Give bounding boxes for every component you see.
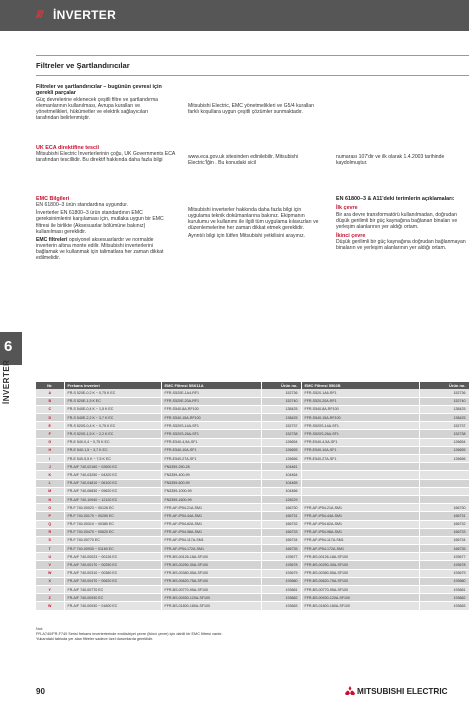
- table-row: [36, 545, 469, 553]
- row-inverter: FR-F 740-00930 ~ 01160 EC: [64, 545, 161, 553]
- table-row: [36, 561, 469, 569]
- table-row: [36, 446, 469, 454]
- row-filter-a: FFR-E540-10A-SF1: [161, 446, 261, 454]
- row-nr: Z: [36, 594, 64, 602]
- row-filter-b: FFR-S520-1A6-RF1: [301, 389, 419, 397]
- row-filter-b: [301, 479, 419, 487]
- row-filter-a: FFR-AF-IP54-62A-SM1: [161, 520, 261, 528]
- row-product-b: 152737: [419, 422, 469, 430]
- en61800-terms: [336, 196, 469, 253]
- emc-middle-text-2: Aynntılı bilgi için lütfen Mitsubishi yetkilisini arayınız.: [188, 233, 306, 240]
- row-nr: N: [36, 495, 64, 503]
- row-inverter: FR-A/F 740-03250 ~ 04320 EC: [64, 471, 161, 479]
- row-product-b: 166734: [419, 536, 469, 544]
- emc-middle-text: Mitsubishi inverterler hakkında daha fazla bilgi için uygulama teknik dokümanlarına bakınız. Ekipmanın kurulumu ve kullanımı ile ilgili tüm uygulama kılavuzları ve düzenlemelerine her zaman dikkat etmek gereklidir.: [188, 207, 319, 232]
- chapter-number: 6: [4, 338, 13, 355]
- first-environment-text: Bir ara devre transformatörü kullanılmadan, doğrudan düşük gerilimli bir güç kaynağına bağlanan binaları ve yerleşim alanlarının yer aldığı ortam.: [336, 211, 458, 230]
- row-product-a: 152737: [261, 422, 301, 430]
- row-filter-b: [301, 463, 419, 471]
- row-product-a: 193677: [261, 553, 301, 561]
- table-header-row: [36, 382, 469, 389]
- filters-intro-right: [188, 103, 320, 117]
- filters-intro-text: Güç devrelerine eklenecek çeşitli filtre ve şartlandırma elemanlarının kullanılması, Avrupa kuralları ve yönetmelikleri, hükümetler ve elektrik sağlayıcıları tarafından belirlenmiştir.: [36, 96, 159, 121]
- row-inverter: FR-F 740-00023 ~ 00126 EC: [64, 504, 161, 512]
- row-inverter: FR-A/F 740-02160 ~ 02600 EC: [64, 463, 161, 471]
- table-row: [36, 528, 469, 536]
- table-row: [36, 455, 469, 463]
- row-filter-a: FFR-BS-00380-55A-SF100: [161, 569, 261, 577]
- table-row: [36, 414, 469, 422]
- second-environment-text: Düşük gerilimli bir güç kaynağına doğrudan bağlanmayan binaların ve yerleşim alanlarının yer aldığı ortam.: [336, 239, 466, 252]
- uk-eca-middle-text: www.eca.gov.uk sitesinden edinilebilir. Mitsubishi Electric'İğin . Bu konudaki sicil: [188, 154, 299, 167]
- uk-eca-right-text: numarası 107'dir ve ilk olarak 1.4.2003 tarihinde kaydolmuştur.: [336, 154, 445, 167]
- row-product-a: 166731: [261, 512, 301, 520]
- note-line-2: Yukarıdaki tabloda yer alan filtreler sadece özel durumlarda gereklidir.: [36, 637, 154, 641]
- row-product-b: [419, 463, 469, 471]
- row-product-b: 126656: [419, 455, 469, 463]
- table-row: [36, 577, 469, 585]
- emc-info-left: [36, 196, 168, 263]
- row-nr: R: [36, 528, 64, 536]
- row-filter-b: FFR-E540-4,5A-SF1: [301, 438, 419, 446]
- row-filter-a: FFR-AF-IP54-172A-SM1: [161, 545, 261, 553]
- row-filter-b: FFR-S540-15A-RF100: [301, 414, 419, 422]
- row-filter-b: FFR-E540-27A-SF1: [301, 455, 419, 463]
- page-number: 90: [36, 687, 45, 696]
- row-product-a: 126654: [261, 438, 301, 446]
- row-filter-a: FN3359-400-99: [161, 471, 261, 479]
- row-inverter: FR-F 740-00310 ~ 00380 EC: [64, 520, 161, 528]
- uk-eca-left: [36, 145, 176, 165]
- row-filter-a: FFR-BS-01800-180A-SF100: [161, 602, 261, 610]
- row-filter-a: FFR-E540-4,5A-SF1: [161, 438, 261, 446]
- table-row: [36, 553, 469, 561]
- table-row: [36, 495, 469, 503]
- row-filter-b: FFR-S520S-14A-SF1: [301, 422, 419, 430]
- row-product-a: 166730: [261, 504, 301, 512]
- row-product-b: 166732: [419, 520, 469, 528]
- row-product-b: [419, 471, 469, 479]
- table-row: [36, 520, 469, 528]
- row-filter-a: FFR-BS-00250-30A-SF100: [161, 561, 261, 569]
- row-product-a: 126655: [261, 446, 301, 454]
- row-filter-a: FN3359-250-28: [161, 463, 261, 471]
- table-row: [36, 438, 469, 446]
- row-filter-b: [301, 487, 419, 495]
- brand-logo: [357, 687, 448, 696]
- row-filter-b: FFR-S520S-26A-SF1: [301, 430, 419, 438]
- row-product-b: 193680: [419, 577, 469, 585]
- row-nr: A: [36, 389, 64, 397]
- row-product-b: 138425: [419, 405, 469, 413]
- row-inverter: FR-F 740-00470 ~ 00620 EC: [64, 528, 161, 536]
- row-product-a: 104465: [261, 479, 301, 487]
- uk-eca-middle: [188, 154, 318, 168]
- row-filter-b: FFR-E540-10A-SF1: [301, 446, 419, 454]
- second-environment-title: İkinci çevre: [336, 232, 366, 239]
- row-filter-a: FN3359-600-99: [161, 479, 261, 487]
- row-product-a: 193679: [261, 569, 301, 577]
- row-product-a: 128229: [261, 495, 301, 503]
- emc-p2: İnverterler EN 61800–3 ürün standardının EMC gereksinimlerini karşılaması için, mutlaka uygun bir EMC filtresi ile birlikte (Aksesuarlar bölümüne bakınız) kullanılması gereklidir.: [36, 210, 164, 235]
- row-nr: G: [36, 438, 64, 446]
- row-product-a: 152736: [261, 389, 301, 397]
- header-slashes: ///: [36, 9, 43, 21]
- row-filter-a: FFR-AF-IP54-21A-SM1: [161, 504, 261, 512]
- row-filter-b: FFR-AF-IP54-44A-SM1: [301, 512, 419, 520]
- row-inverter: FR-E 540-5,5 K ~ 7,5 K EC: [64, 455, 161, 463]
- row-product-b: 166735: [419, 545, 469, 553]
- row-nr: S: [36, 536, 64, 544]
- row-inverter: FR-F 740-00770 EC: [64, 536, 161, 544]
- row-filter-a: FN3359-1600-99: [161, 495, 261, 503]
- row-filter-b: [301, 471, 419, 479]
- row-product-a: 152740: [261, 397, 301, 405]
- row-filter-b: FFR-BS-01800-180A-SF100: [301, 602, 419, 610]
- row-filter-b: FFR-BS-00770-95A-SF100: [301, 586, 419, 594]
- row-nr: Q: [36, 520, 64, 528]
- row-filter-a: FFR-BS-00770-95A-SF100: [161, 586, 261, 594]
- row-filter-a: FFR-S520E-1A4-RF1: [161, 389, 261, 397]
- row-nr: D: [36, 414, 64, 422]
- row-inverter: FR-S 520S-0,4 K ~ 0,75 K EC: [64, 422, 161, 430]
- row-product-b: 193682: [419, 594, 469, 602]
- table-row: [36, 569, 469, 577]
- table-row: [36, 405, 469, 413]
- row-product-a: 104466: [261, 487, 301, 495]
- row-filter-a: FFR-S540-8A-RF100: [161, 405, 261, 413]
- table-row: [36, 512, 469, 520]
- row-product-a: 193682: [261, 594, 301, 602]
- page-title: İNVERTER: [53, 8, 117, 22]
- row-inverter: FR-S 520E-0.2 K ~ 0,75 K EC: [64, 389, 161, 397]
- header-filter-a: EMC Filtresi 5SK11A: [161, 382, 261, 389]
- row-filter-a: FFR-AF-IP54-98A-SM1: [161, 528, 261, 536]
- row-product-b: 152736: [419, 389, 469, 397]
- row-product-a: 126656: [261, 455, 301, 463]
- section-title-filters: Filtreler ve Şartlandırıcılar: [36, 61, 130, 70]
- row-nr: J: [36, 463, 64, 471]
- row-nr: I: [36, 455, 64, 463]
- row-inverter: FR-F 740-00170 ~ 00250 EC: [64, 512, 161, 520]
- row-inverter: FR-A/F 740-06830 ~ 09620 EC: [64, 487, 161, 495]
- row-filter-a: FFR-S540-15A-RF100: [161, 414, 261, 422]
- row-filter-a: FFR-AF-IP54-117A-SM1: [161, 536, 261, 544]
- row-filter-b: FFR-AF-IP54-62A-SM1: [301, 520, 419, 528]
- uk-eca-right: [336, 154, 469, 168]
- table-row: [36, 594, 469, 602]
- row-nr: F: [36, 430, 64, 438]
- emc-p3-text: opsiyonel aksesuarlardır ve normalde inverterin altına monte edilir. Mitsubishi inverterlerini bağlamak ve kullanmak için talimatlara her zaman dikkat edilmelidir.: [36, 236, 164, 262]
- row-nr: W: [36, 569, 64, 577]
- page-header-bar: [0, 0, 469, 31]
- row-product-b: 152740: [419, 397, 469, 405]
- row-product-a: 193683: [261, 602, 301, 610]
- note-line-1: FR-A740/FR-F740 Serisi frekans inverterlerinde endüstriyel çevre (ikinci çevre) için dahili bir EMC filtresi vardır.: [36, 632, 223, 636]
- row-inverter: FR-E 540-0,4 ~ 0,75 K EC: [64, 438, 161, 446]
- uk-eca-heading: UK ECA direktifine tescil: [36, 145, 100, 151]
- table-note: [36, 627, 223, 642]
- row-inverter: FR-E 540-1,5 ~ 3,7 K EC: [64, 446, 161, 454]
- emc-p3-bold: EMC filtreleri: [36, 236, 68, 243]
- table-row: [36, 389, 469, 397]
- row-product-b: 166730: [419, 504, 469, 512]
- row-product-a: 104464: [261, 471, 301, 479]
- row-filter-b: FFR-AF-IP54-172A-SM1: [301, 545, 419, 553]
- row-inverter: FR-A/F 740-00930 EC: [64, 594, 161, 602]
- row-product-b: 193681: [419, 586, 469, 594]
- row-inverter: FR-A/F 740-00310 ~ 00380 EC: [64, 569, 161, 577]
- row-product-a: 104461: [261, 463, 301, 471]
- row-product-a: 138425: [261, 414, 301, 422]
- emc-p1: EN 61800–3 ürün standardına uygundur.: [36, 202, 129, 209]
- row-product-b: 193678: [419, 561, 469, 569]
- table-row: [36, 602, 469, 610]
- note-label: Not:: [36, 627, 43, 631]
- row-product-b: 193679: [419, 569, 469, 577]
- divider: [36, 55, 469, 56]
- table-row: [36, 586, 469, 594]
- row-product-a: 138425: [261, 405, 301, 413]
- row-product-a: 166735: [261, 545, 301, 553]
- row-filter-a: FFR-BS-00620-75A-SF100: [161, 577, 261, 585]
- row-filter-b: FFR-S540-8A-RF100: [301, 405, 419, 413]
- emc-p3: [36, 237, 168, 261]
- row-product-b: 193677: [419, 553, 469, 561]
- uk-eca-left-text: Mitsubishi Electric İnverterlerinin çoğu, UK Governments ECA tarafından tescillidir. Bu direktif hakkında daha fazla bilgi: [36, 151, 175, 164]
- row-inverter: FR-A/F 740-10940 ~ 12120 EC: [64, 495, 161, 503]
- emc-filter-table: [36, 382, 469, 611]
- row-nr: H: [36, 446, 64, 454]
- row-product-a: 193680: [261, 577, 301, 585]
- row-filter-a: FFR-S520S-14A-SF1: [161, 422, 261, 430]
- filters-intro-heading: Filtreler ve şartlandırıcılar – bugünün çevresi için gerekli parçalar: [36, 84, 162, 97]
- header-product-b: Ürün no.: [419, 382, 469, 389]
- row-product-b: 126655: [419, 446, 469, 454]
- row-product-b: 166733: [419, 528, 469, 536]
- row-inverter: FR-S 540E-2,2 K ~ 3,7 K EC: [64, 414, 161, 422]
- row-filter-b: FFR-BS-00620-75A-SF100: [301, 577, 419, 585]
- row-inverter: FR-A/F 740-00470 ~ 00620 EC: [64, 577, 161, 585]
- en61800-heading: EN 61800–3 & A11'deki terimlerin açıklamaları:: [336, 196, 455, 202]
- emc-heading: EMC Bilgileri: [36, 196, 70, 202]
- row-filter-b: [301, 495, 419, 503]
- row-nr: X: [36, 577, 64, 585]
- brand-name: MITSUBISHI ELECTRIC: [357, 687, 448, 696]
- divider: [36, 75, 469, 76]
- row-nr: P: [36, 512, 64, 520]
- table-row: [36, 479, 469, 487]
- filters-intro-right-text: Mitsubishi Electric, EMC yönetmelikleri ve G5/4 kuralları farklı koşullara uygun çeşitli çözümler sunmaktadır.: [188, 103, 315, 116]
- row-product-b: 193683: [419, 602, 469, 610]
- filters-intro-left: [36, 84, 166, 123]
- row-product-b: 152738: [419, 430, 469, 438]
- table-row: [36, 487, 469, 495]
- row-nr: O: [36, 504, 64, 512]
- row-filter-a: FFR-BS-00930-120A-SF100: [161, 594, 261, 602]
- row-inverter: FR-A/F 740-00770 EC: [64, 586, 161, 594]
- header-product-a: Ürün no.: [261, 382, 301, 389]
- row-filter-a: FFR-S520E-20A-RF1: [161, 397, 261, 405]
- row-inverter: FR-S 540E-0,4 K ~ 1,5 K EC: [64, 405, 161, 413]
- row-inverter: FR-S 520E-1,5 K EC: [64, 397, 161, 405]
- row-filter-a: FFR-S520S-26A-SF1: [161, 430, 261, 438]
- row-product-a: 193681: [261, 586, 301, 594]
- row-product-b: [419, 495, 469, 503]
- header-inverter: Frekans inverteri: [64, 382, 161, 389]
- row-inverter: FR-A/F 740-04810 ~ 06100 EC: [64, 479, 161, 487]
- row-filter-a: FN3359-1000-99: [161, 487, 261, 495]
- emc-info-middle: [188, 207, 320, 241]
- table-row: [36, 430, 469, 438]
- table-row: [36, 471, 469, 479]
- row-inverter: FR-A/F 740-00023 ~ 00126 EC: [64, 553, 161, 561]
- row-product-a: 193678: [261, 561, 301, 569]
- table-row: [36, 536, 469, 544]
- header-filter-b: EMC Filtresi 5502B: [301, 382, 419, 389]
- row-product-a: 166734: [261, 536, 301, 544]
- row-filter-a: FFR-BS-00126-18A-SF100: [161, 553, 261, 561]
- row-nr: Y: [36, 586, 64, 594]
- table-row: [36, 397, 469, 405]
- table-row: [36, 422, 469, 430]
- row-nr: C: [36, 405, 64, 413]
- row-product-b: [419, 487, 469, 495]
- header-nr: Nr.: [36, 382, 64, 389]
- row-nr: U: [36, 553, 64, 561]
- row-nr: W: [36, 602, 64, 610]
- row-product-a: 166733: [261, 528, 301, 536]
- row-product-a: 166732: [261, 520, 301, 528]
- mitsubishi-diamonds-icon: [345, 686, 355, 695]
- row-nr: B: [36, 397, 64, 405]
- row-nr: V: [36, 561, 64, 569]
- row-nr: T: [36, 545, 64, 553]
- row-product-b: 166731: [419, 512, 469, 520]
- row-filter-b: FFR-BS-00126-18A-SF100: [301, 553, 419, 561]
- row-filter-b: FFR-BS-00930-120A-SF100: [301, 594, 419, 602]
- row-filter-b: FFR-BS-00380-55A-SF100: [301, 569, 419, 577]
- row-nr: L: [36, 479, 64, 487]
- chapter-label: İNVERTER: [2, 359, 11, 404]
- row-product-b: 126654: [419, 438, 469, 446]
- row-nr: M: [36, 487, 64, 495]
- row-filter-a: FFR-AF-IP54-44A-SM1: [161, 512, 261, 520]
- table-row: [36, 463, 469, 471]
- row-filter-b: FFR-S520-20A-RF1: [301, 397, 419, 405]
- row-inverter: FR-A/F 740-00170 ~ 00250 EC: [64, 561, 161, 569]
- row-filter-b: FFR-AF-IP54-117A-SM1: [301, 536, 419, 544]
- row-filter-a: FFR-E540-27A-SF1: [161, 455, 261, 463]
- row-inverter: FR-A/F 740-00930 ~ 01800 EC: [64, 602, 161, 610]
- row-product-b: [419, 479, 469, 487]
- row-filter-b: FFR-AF-IP54-21A-SM1: [301, 504, 419, 512]
- row-product-a: 152738: [261, 430, 301, 438]
- first-environment-title: İlk çevre: [336, 205, 358, 212]
- row-nr: E: [36, 422, 64, 430]
- row-filter-b: FFR-BS-00250-30A-SF100: [301, 561, 419, 569]
- row-product-b: 138425: [419, 414, 469, 422]
- table-row: [36, 504, 469, 512]
- row-filter-b: FFR-AF-IP54-98A-SM1: [301, 528, 419, 536]
- row-inverter: FR-S 520S-1,5 K ~ 2,2 K EC: [64, 430, 161, 438]
- row-nr: K: [36, 471, 64, 479]
